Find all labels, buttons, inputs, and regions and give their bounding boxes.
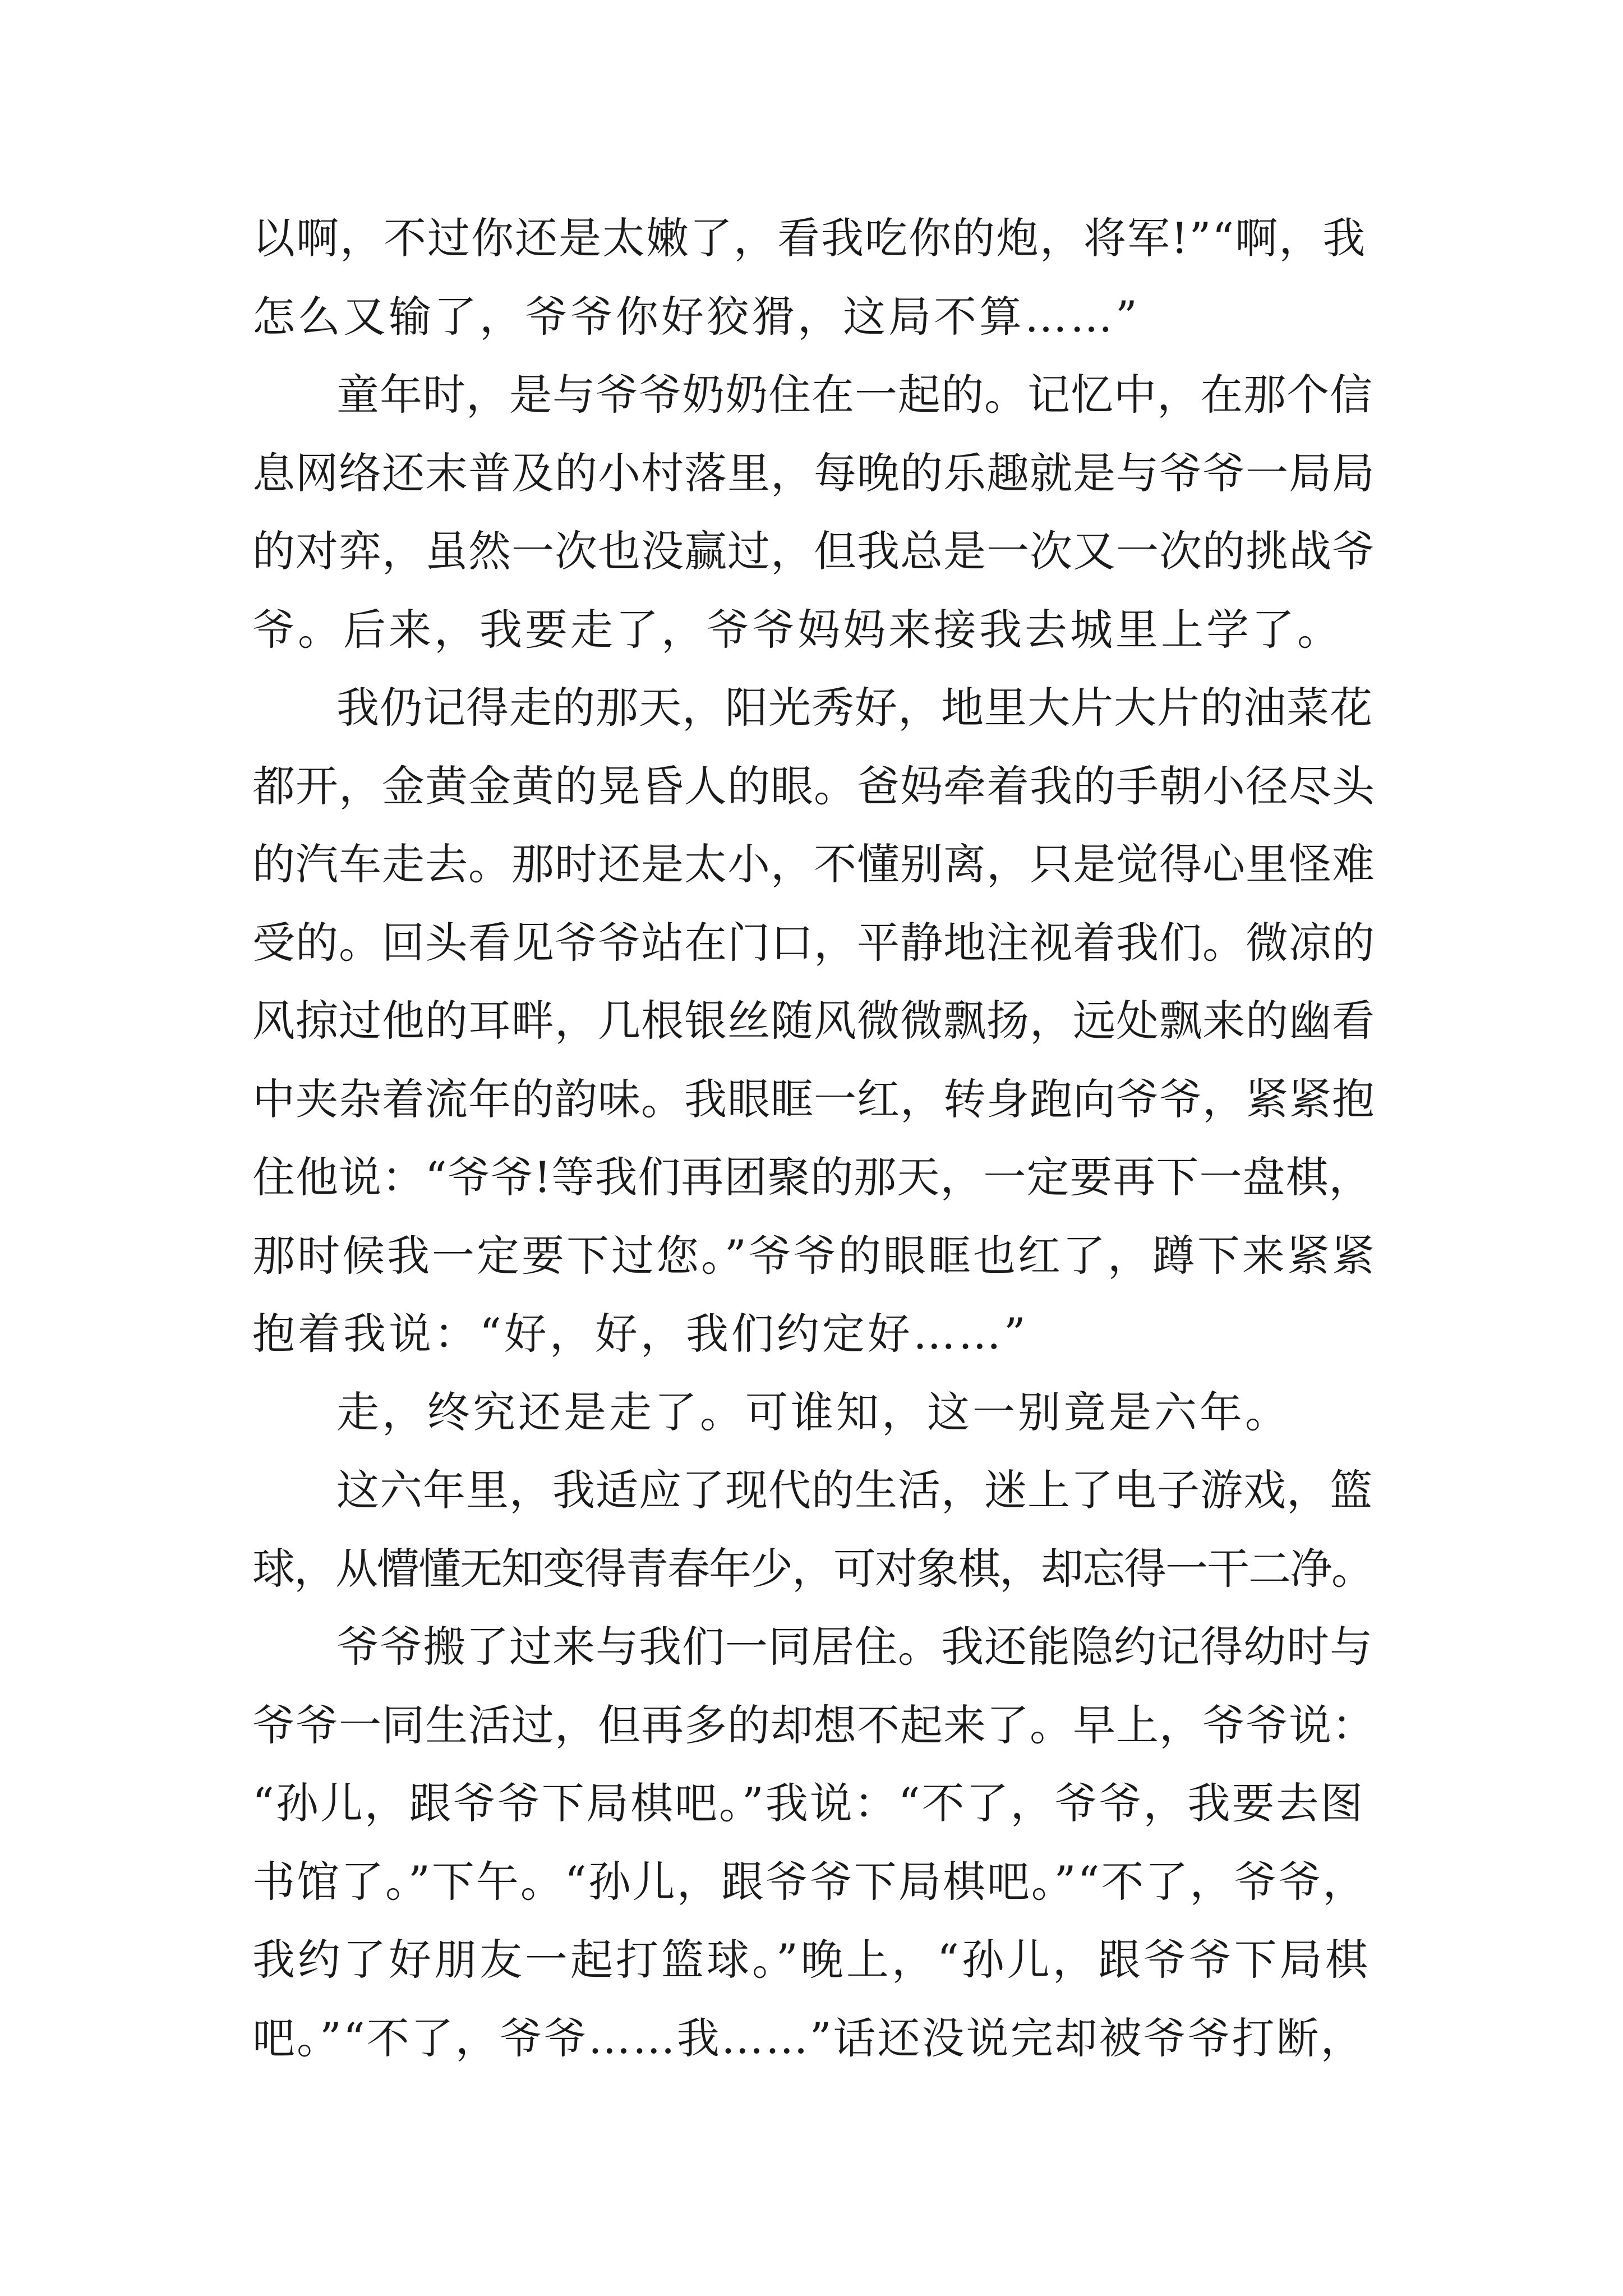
text-line: 的汽车走去。那时还是太小，不懂别离，只是觉得心里怪难 <box>252 839 1375 889</box>
text-line: 住他说：“爷爷!等我们再团聚的那天，一定要再下一盘棋， <box>252 1152 1372 1202</box>
paragraph-first-line: 我仍记得走的那天，阳光秀好，地里大片大片的油菜花 <box>336 683 1373 733</box>
text-line: 书馆了。”下午。“孙儿，跟爷爷下局棋吧。”“不了，爷爷， <box>252 1856 1367 1907</box>
text-line: “孙儿，跟爷爷下局棋吧。”我说：“不了，爷爷，我要去图 <box>252 1778 1365 1828</box>
text-line: 风掠过他的耳畔，几根银丝随风微微飘扬，远处飘来的幽看 <box>252 996 1375 1046</box>
paragraph-first-line: 爷爷搬了过来与我们一同居住。我还能隐约记得幼时与 <box>336 1622 1373 1672</box>
text-line: 都开，金黄金黄的晃昏人的眼。爸妈牵着我的手朝小径尽头 <box>252 761 1375 811</box>
text-line: 爷爷一同生活过，但再多的却想不起来了。早上，爷爷说： <box>252 1700 1375 1750</box>
text-line: 的对弈，虽然一次也没赢过，但我总是一次又一次的挑战爷 <box>252 526 1375 576</box>
text-line: 球，从懵懂无知变得青春年少，可对象棋，却忘得一干二净。 <box>252 1543 1373 1594</box>
text-line: 吧。”“不了，爷爷……我……”话还没说完却被爷爷打断， <box>252 2013 1365 2063</box>
text-line: 以啊，不过你还是太嫩了，看我吃你的炮，将军!”“啊，我 <box>252 213 1367 263</box>
text-line: 我约了好朋友一起打篮球。”晚上，“孙儿，跟爷爷下局棋 <box>252 1935 1371 1985</box>
paragraph-first-line: 走，终究还是走了。可谁知，这一别竟是六年。 <box>336 1387 1290 1437</box>
paragraph-first-line: 童年时，是与爷爷奶奶住在一起的。记忆中，在那个信 <box>336 370 1373 420</box>
text-line: 抱着我说：“好，好，我们约定好……” <box>252 1309 1029 1359</box>
text-line: 受的。回头看见爷爷站在门口，平静地注视着我们。微凉的 <box>252 917 1375 968</box>
text-line: 息网络还末普及的小村落里，每晚的乐趣就是与爷爷一局局 <box>252 448 1375 498</box>
text-line: 怎么又输了，爷爷你好狡猾，这局不算……” <box>252 291 1140 342</box>
text-line: 那时候我一定要下过您。”爷爷的眼眶也红了，蹲下来紧紧 <box>252 1230 1377 1281</box>
text-line: 中夹杂着流年的韵味。我眼眶一红，转身跑向爷爷，紧紧抱 <box>252 1074 1375 1124</box>
text-line: 爷。后来，我要走了，爷爷妈妈来接我去城里上学了。 <box>252 604 1343 655</box>
paragraph-first-line: 这六年里，我适应了现代的生活，迷上了电子游戏，篮 <box>336 1465 1373 1515</box>
body-text <box>252 199 1380 2077</box>
